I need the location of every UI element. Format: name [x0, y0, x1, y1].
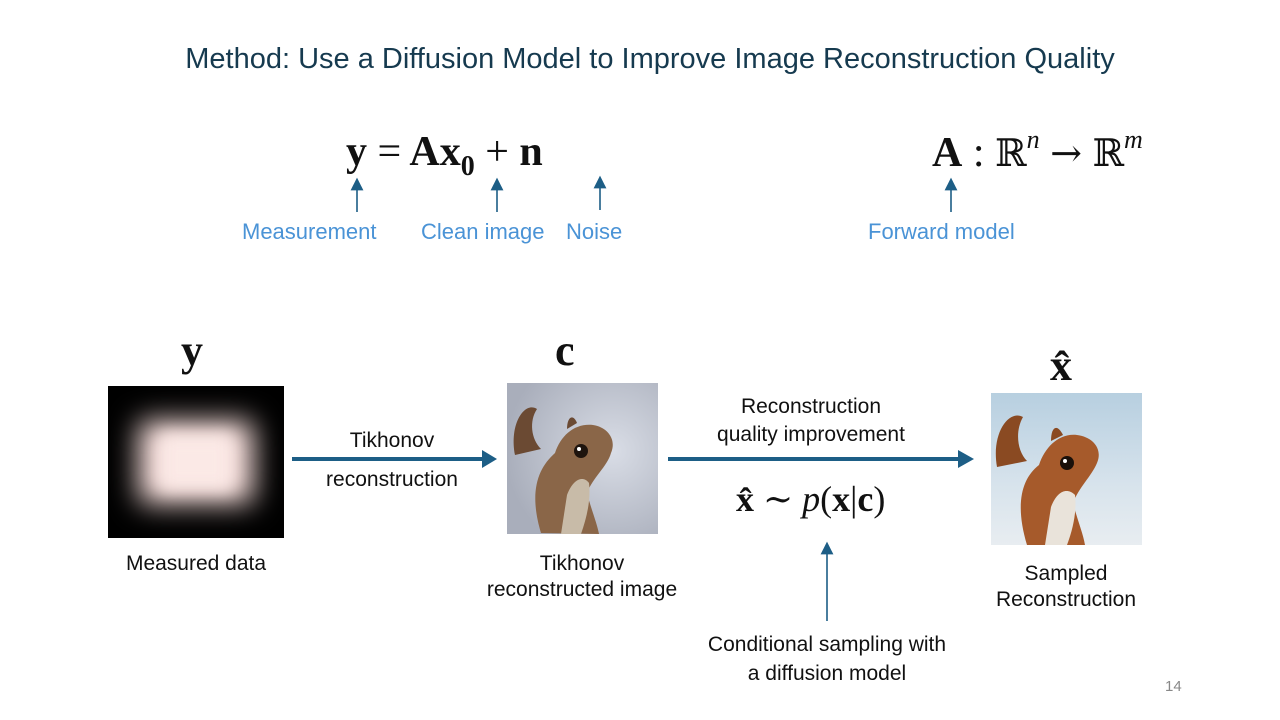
post-open: (: [820, 479, 833, 519]
caption-tikhonov-2: reconstructed image: [486, 578, 678, 601]
map-arrow: →: [1050, 131, 1082, 175]
var-c: c: [555, 326, 575, 375]
eq-y: y: [346, 129, 367, 175]
measured-data-image: [108, 386, 284, 538]
tikhonov-arrow-label-1: Tikhonov: [349, 429, 435, 452]
label-measurement: Measurement: [242, 219, 377, 244]
post-close: ): [873, 479, 886, 519]
eq-A: A: [409, 129, 440, 175]
post-x: x: [832, 479, 851, 519]
caption-sampled-1: Sampled: [1024, 562, 1108, 585]
map-n: n: [1026, 125, 1040, 154]
label-noise: Noise: [566, 219, 623, 244]
var-y: y: [181, 326, 203, 375]
tikhonov-image: [507, 383, 658, 534]
improve-label-1: Reconstruction: [740, 395, 882, 418]
post-sim: ∼: [763, 479, 794, 519]
squirrel-icon: [507, 383, 658, 534]
map-A: A: [932, 130, 963, 176]
squirrel-icon: [991, 393, 1142, 545]
post-p: p: [802, 479, 821, 519]
label-clean-image: Clean image: [421, 219, 545, 244]
eq-plus: +: [485, 129, 509, 175]
conditional-label-1: Conditional sampling with: [707, 633, 947, 656]
posterior-equation: [736, 478, 885, 520]
post-xhat: x̂: [736, 479, 754, 519]
eq-subscript-0: 0: [460, 151, 475, 182]
map-m: m: [1124, 125, 1143, 154]
label-forward-model: Forward model: [868, 219, 1015, 244]
caption-sampled-2: Reconstruction: [995, 588, 1137, 611]
eq-x: x: [439, 129, 461, 175]
var-xhat: x̂: [1050, 341, 1072, 390]
conditional-label-2: a diffusion model: [747, 662, 907, 685]
caption-measured-data: Measured data: [125, 552, 267, 575]
tikhonov-arrow-label-2: reconstruction: [326, 468, 458, 491]
caption-tikhonov-1: Tikhonov: [539, 552, 625, 575]
map-Rn: ℝ: [995, 131, 1027, 175]
eq-n: n: [519, 129, 543, 175]
eq-equals: =: [377, 129, 402, 175]
sampled-image: [991, 393, 1142, 545]
improve-label-2: quality improvement: [717, 423, 905, 446]
arrow-improvement-head: [958, 450, 974, 468]
page-number: 14: [1165, 678, 1182, 695]
map-Rm: ℝ: [1092, 131, 1125, 175]
post-c: c: [857, 479, 874, 519]
map-colon: :: [972, 130, 985, 176]
post-bar: |: [850, 479, 858, 519]
slide-title: Method: Use a Diffusion Model to Improve Image Reconstruction Quality: [185, 43, 1115, 75]
